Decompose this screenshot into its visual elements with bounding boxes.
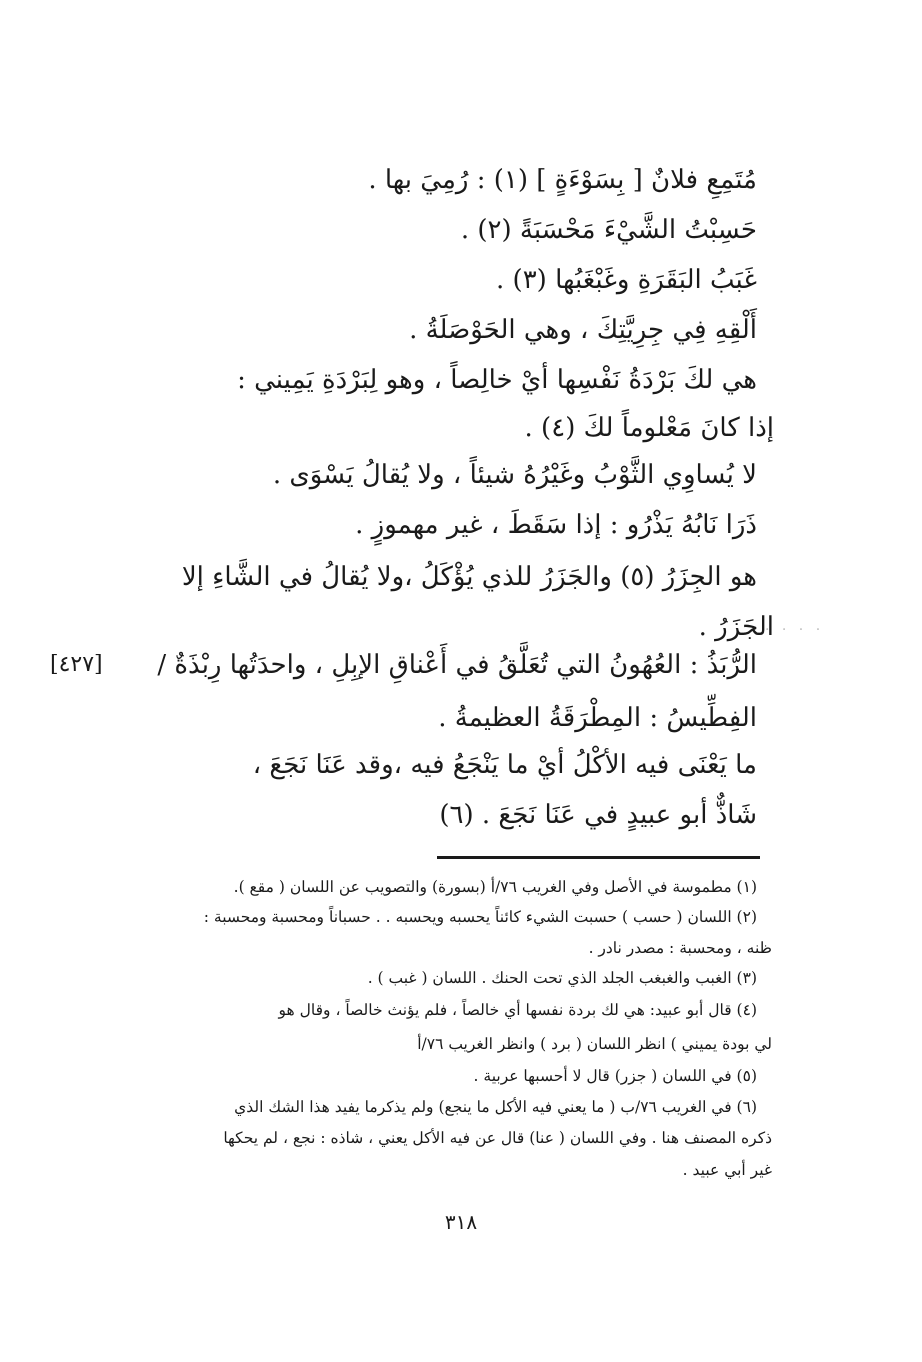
- footnote-separator: [437, 856, 760, 859]
- folio-marker: [٤٢٧]: [50, 652, 103, 677]
- margin-dots: . . . .: [765, 618, 825, 634]
- main-line-4: أَلْقِهِ فِي جِرِيَّتِكَ ، وهي الحَوْصَلَةُ .: [409, 315, 757, 345]
- footnote-line-6: لي بودة يميني ) انظر اللسان ( برد ) وانظر الغريب ٧٦/أ: [417, 1035, 772, 1053]
- page-number: ٣١٨: [444, 1210, 478, 1234]
- main-line-3: غَبَبُ البَقَرَةِ وغَبْغَبُها (٣) .: [496, 265, 757, 295]
- main-line-7: لا يُساوِي الثَّوْبُ وغَيْرُهُ شيئاً ، ولا يُقالُ يَسْوَى .: [272, 460, 757, 490]
- footnote-line-10: غير أبي عبيد .: [682, 1161, 772, 1179]
- main-line-1: مُتَمِعِ فلانٌ [ بِسَوْءَةٍ ] (١) : رُمِيَ بها .: [368, 165, 757, 195]
- main-line-8: ذَرَا نَابُهُ يَذْرُو : إذا سَقَطَ ، غير مهموزٍ .: [355, 510, 757, 540]
- footnote-line-3: ظنه ، ومحسبة : مصدر نادر .: [588, 939, 772, 957]
- footnote-line-4: (٣) الغبب والغبغب الجلد الذي تحت الحنك . اللسان ( غبب ) .: [367, 969, 757, 987]
- footnote-line-5: (٤) قال أبو عبيد: هي لك بردة نفسها أي خالصاً ، فلم يؤنث خالصاً ، وقال هو: [278, 1001, 757, 1019]
- footnote-line-9: ذكره المصنف هنا . وفي اللسان ( عنا) قال عن فيه الأكل يعني ، شاذه : نجع ، لم يحكها: [223, 1129, 772, 1147]
- footnote-line-1: (١) مطموسة في الأصل وفي الغريب ٧٦/أ (بسورة) والتصويب عن اللسان ( مقع ).: [233, 878, 757, 896]
- main-line-10: الجَزَرُ .: [698, 612, 774, 642]
- footnote-line-2: (٢) اللسان ( حسب ) حسبت الشيء كائناً يحسبه ويحسبه . . حسباناً ومحسبة ومحسبة :: [203, 908, 757, 926]
- main-line-9: هو الجِزَرُ (٥) والجَزَرُ للذي يُؤْكَلُ ،ولا يُقالُ في الشَّاءِ إلا: [181, 562, 757, 592]
- footnote-line-7: (٥) في اللسان ( جزر) قال لا أحسبها عربية .: [473, 1067, 757, 1085]
- footnote-line-8: (٦) في الغريب ٧٦/ب ( ما يعني فيه الأكل ما ينجع) ولم يذكرما يفيد هذا الشك الذي: [234, 1098, 757, 1116]
- main-line-11: الرُّبَذُ : العُهُونُ التي تُعَلَّقُ في أَعْناقِ الإبِلِ ، واحدَتُها رِبْذَةٌ /: [157, 650, 757, 680]
- main-line-12: الفِطِّيسُ : المِطْرَقَةُ العظيمةُ .: [438, 703, 757, 733]
- main-line-13: ما يَعْنَى فيه الأكْلُ أيْ ما يَنْجَعُ فيه ،وقد عَنَا نَجَعَ ،: [252, 750, 757, 780]
- main-line-5: هي لكَ بَرْدَةُ نَفْسِها أيْ خالِصاً ، وهو لِبَرْدَةِ يَمِيني :: [237, 365, 757, 395]
- main-line-2: حَسِبْتُ الشَّيْءَ مَحْسَبَةً (٢) .: [460, 215, 757, 245]
- main-line-6: إذا كانَ مَعْلوماً لكَ (٤) .: [524, 413, 774, 443]
- main-line-14: شَاذٌّ أبو عبيدٍ في عَنَا نَجَعَ . (٦): [439, 800, 757, 830]
